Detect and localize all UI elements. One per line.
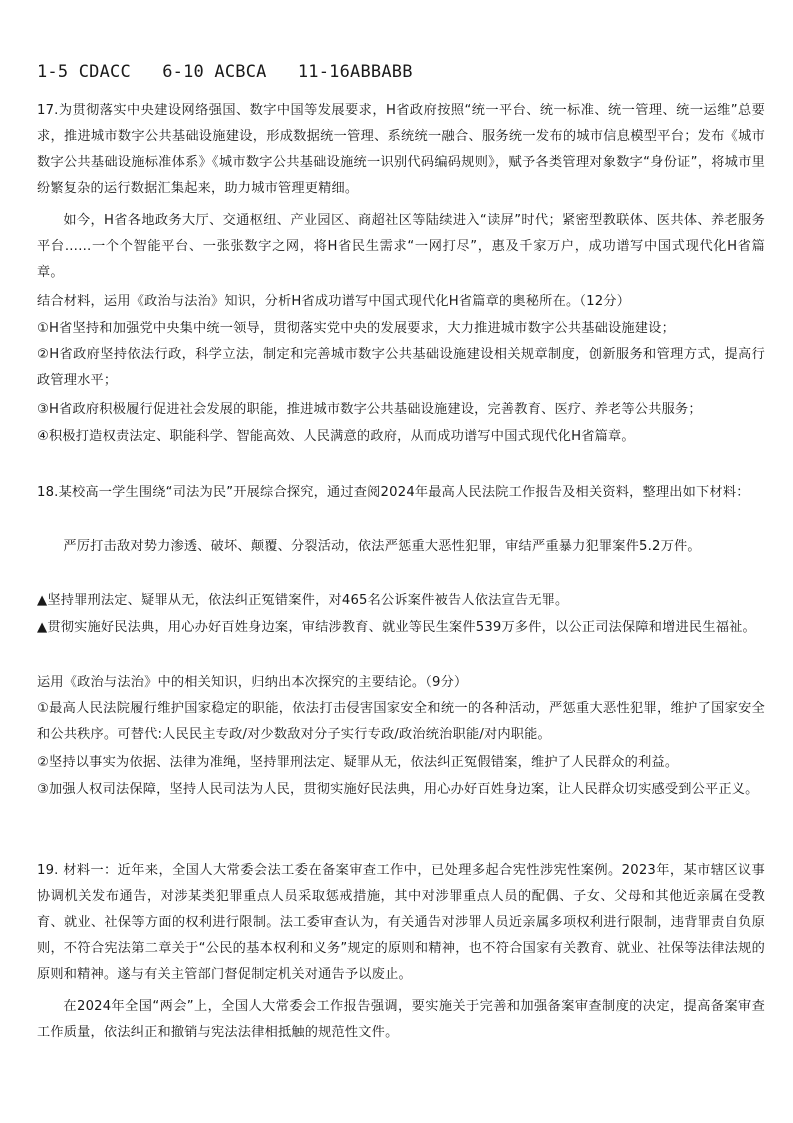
q17-material: 如今，H省各地政务大厅、交通枢纽、产业园区、商超社区等陆续进入“读屏”时代；紧密型教联体、医共体、养老服务平台……一个个智能平台、一张张数字之网，将H省民生需求“一网打尽”，惠及千家万户，成功谱写中国式现代化H省篇章。 bbox=[37, 213, 765, 280]
q17-answer-2: ②H省政府坚持依法行政，科学立法，制定和完善城市数字公共基础设施建设相关规章制度，创新服务和管理方式，提高行政管理水平； bbox=[37, 347, 765, 388]
q19-material-2: 在2024年全国“两会”上，全国人大常委会工作报告强调，要实施关于完善和加强备案审查制度的决定，提高备案审查工作质量，依法纠正和撤销与宪法法律相抵触的规范性文件。 bbox=[37, 999, 765, 1040]
q18-material-3: ▲贯彻实施好民法典，用心办好百姓身边案，审结涉教育、就业等民生案件539万多件，以公正司法保障和增进民生福祉。 bbox=[37, 620, 756, 635]
q17-answer-3: ③H省政府积极履行促进社会发展的职能，推进城市数字公共基础设施建设，完善教育、医疗、养老等公共服务； bbox=[37, 402, 702, 417]
q18-answer-3: ③加强人权司法保障，坚持人民司法为人民，贯彻实施好民法典，用心办好百姓身边案，让人民群众切实感受到公平正义。 bbox=[37, 782, 759, 797]
q18-answer-2: ②坚持以事实为依据、法律为准绳，坚持罪刑法定、疑罪从无，依法纠正冤假错案，维护了人民群众的利益。 bbox=[37, 755, 679, 770]
q18-material-1: 严厉打击敌对势力渗透、破坏、颠覆、分裂活动，依法严惩重大恶性犯罪，审结严重暴力犯罪案件5.2万件。 bbox=[63, 539, 701, 554]
q17-stem: 17.为贯彻落实中央建设网络强国、数字中国等发展要求，H省政府按照“统一平台、统一标准、统一管理、统一运维”总要求，推进城市数字公共基础设施建设，形成数据统一管理、系统统一融合、服务统一发布的城市信息模型平台；发布《城市数字公共基础设施标准体系》《城市数字公共基础设施统一识别代码编码规则》，赋予各类管理对象数字“身份证”，将城市里纷繁复杂的运行数据汇集起来，助力城市管理更精细。 bbox=[37, 103, 765, 196]
q17-answer-1: ①H省坚持和加强党中央集中统一领导，贯彻落实党中央的发展要求，大力推进城市数字公共基础设施建设； bbox=[37, 321, 675, 336]
answer-key-line: 1-5 CDACC 6-10 ACBCA 11-16ABBABB bbox=[37, 62, 413, 82]
q18-question: 运用《政治与法治》中的相关知识，归纳出本次探究的主要结论。（9分） bbox=[37, 675, 468, 690]
q19-material-1: 19. 材料一：近年来，全国人大常委会法工委在备案审查工作中，已处理多起合宪性涉宪性案例。2023年，某市辖区议事协调机关发布通告，对涉某类犯罪重点人员采取惩戒措施，其中对涉罪重点人员的配偶、子女、父母和其他近亲属在受教育、就业、社保等方面的权利进行限制。法工委审查认为，有关通告对涉罪人员近亲属多项权利进行限制，违背罪责自负原则，不符合宪法第二章关于“公民的基本权利和义务”规定的原则和精神，也不符合国家有关教育、就业、社保等法律法规的原则和精神。遂与有关主管部门督促制定机关对通告予以废止。 bbox=[37, 863, 765, 982]
q18-answer-1: ①最高人民法院履行维护国家稳定的职能，依法打击侵害国家安全和统一的各种活动，严惩重大恶性犯罪，维护了国家安全和公共秩序。可替代:人民民主专政/对少数敌对分子实行专政/政治统治职能/对内职能。 bbox=[37, 701, 765, 742]
q18-stem: 18.某校高一学生围绕“司法为民”开展综合探究，通过查阅2024年最高人民法院工作报告及相关资料，整理出如下材料： bbox=[37, 485, 750, 500]
q18-material-2: ▲坚持罪刑法定、疑罪从无，依法纠正冤错案件，对465名公诉案件被告人依法宣告无罪。 bbox=[37, 593, 569, 608]
q17-answer-4: ④积极打造权责法定、职能科学、智能高效、人民满意的政府，从而成功谱写中国式现代化H省篇章。 bbox=[37, 429, 635, 444]
q17-question: 结合材料，运用《政治与法治》知识，分析H省成功谱写中国式现代化H省篇章的奥秘所在。（12分） bbox=[37, 294, 631, 309]
